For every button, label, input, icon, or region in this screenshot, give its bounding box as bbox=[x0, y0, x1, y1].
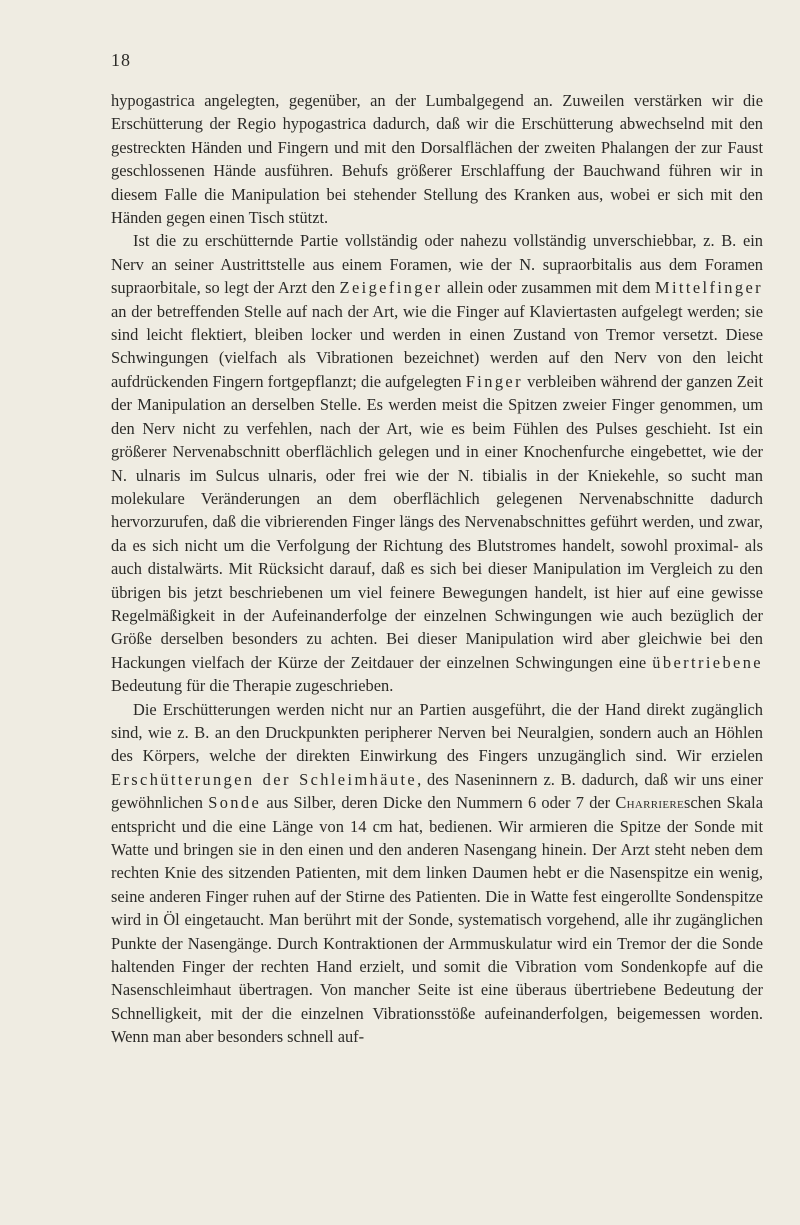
text-run: aus Silber, deren Dicke den Nummern 6 oder 7 der bbox=[261, 793, 616, 813]
paragraph bbox=[111, 229, 763, 697]
emphasized-text: Sonde bbox=[208, 793, 262, 813]
text-run: verbleiben während der ganzen Zeit der Manipulation an derselben Stelle. Es werden meist die Spitzen zweier Finger genommen, um den Nerv nicht zu verfehlen, nach der Art, wie es beim Fühlen des Pulses geschieht. Ist ein größerer Nervenabschnitt oberflächlich gelegen und in einer Knochenfurche eingebettet, wie der N. ulnaris im Sulcus ulnaris, oder frei wie der N. tibialis in der Kniekehle, so sucht man molekulare Veränderungen an dem oberflächlich gelegenen Nervenabschnitte dadurch hervorzurufen, daß die vibrierenden Finger längs des Nervenabschnittes geführt werden, und zwar, da es sich nicht um die Verfolgung der Richtung des Blutstromes handelt, sowohl proximal- als auch distalwärts. Mit Rücksicht darauf, daß es sich bei dieser Manipulation im Vergleich zu den übrigen bis jetzt beschriebenen um viel feinere Bewegungen handelt, ist hier auf eine gewisse Regelmäßigkeit in der Aufeinanderfolge der einzelnen Schwingungen wie auch bezüglich der Größe derselben besonders zu achten. Bei dieser Manipulation wird aber gleichwie bei den Hackungen vielfach der Kürze der Zeitdauer der einzelnen Schwingungen eine bbox=[111, 371, 763, 672]
text-run: hypogastrica angelegten, gegenüber, an der Lumbalgegend an. Zuweilen verstärken wir die Erschütterung der Regio hypogastrica dadurch, daß wir die Erschütterung abwechselnd mit den gestreckten Händen und Fingern und mit den Dorsalflächen der zweiten Phalangen der zur Faust geschlossenen Hände ausführen. Behufs größerer Erschlaffung der Bauchwand führen wir in diesem Falle die Manipulation bei stehender Stellung des Kranken aus, wobei er sich mit den Händen gegen einen Tisch stützt. bbox=[111, 91, 763, 228]
body-text bbox=[111, 89, 763, 1049]
emphasized-text: Mittelfinger bbox=[655, 278, 763, 298]
text-run: Bedeutung für die Therapie zugeschrieben. bbox=[111, 676, 394, 696]
emphasized-text: Erschütterungen der Schleimhäute bbox=[111, 769, 418, 789]
text-run: , des Naseninnern z. B. dadurch, daß wir uns einer gewöhnlichen bbox=[111, 769, 763, 813]
small-caps-name: Charriere bbox=[615, 793, 685, 813]
text-run: Ist die zu erschütternde Partie vollständig oder nahezu vollständig unverschiebbar, z. B. ein Nerv an seiner Austrittstelle aus einem Foramen, wie der N. supraorbitalis aus dem Foramen supraorbitale, so legt der Arzt den bbox=[111, 231, 763, 298]
text-run: an der betreffenden Stelle auf nach der Art, wie die Finger auf Klaviertasten aufgelegt werden; sie sind leicht flektiert, bleiben locker und werden in einen Zustand von Tremor versetzt. Diese Schwingungen (vielfach als Vibrationen bezeichnet) werden auf den Nerv von den leicht aufdrückenden Fingern fortgepflanzt; die aufgelegten bbox=[111, 301, 763, 391]
paragraph bbox=[111, 698, 763, 1049]
text-run: allein oder zusammen mit dem bbox=[442, 278, 655, 298]
text-run: Die Erschütterungen werden nicht nur an Partien ausgeführt, die der Hand direkt zugänglich sind, wie z. B. an den Druckpunkten peripherer Nerven bei Neuralgien, sondern auch an Höhlen des Körpers, welche der direkten Einwirkung des Fingers unzugänglich sind. Wir erzielen bbox=[111, 699, 763, 766]
text-run: schen Skala entspricht und die eine Länge von 14 cm hat, bedienen. Wir armieren die Spitze der Sonde mit Watte und bringen sie in den einen und den anderen Nasengang hinein. Der Arzt steht neben dem rechten Knie des sitzenden Patienten, mit dem linken Daumen hebt er die Nasenspitze ein wenig, seine anderen Finger ruhen auf der Stirne des Patienten. Die in Watte fest eingerollte Sondenspitze wird in Öl eingetaucht. Man berührt mit der Sonde, systematisch vorgehend, alle ihr zugänglichen Punkte der Nasengänge. Durch Kontraktionen der Armmuskulatur wird ein Tremor der die Sonde haltenden Finger der rechten Hand erzielt, und somit die Vibration vom Sondenkopfe auf die Nasenschleimhaut übertragen. Von mancher Seite ist eine überaus übertriebene Bedeutung der Schnelligkeit, mit der die einzelnen Vibrationsstöße aufeinanderfolgen, beigemessen worden. Wenn man aber besonders schnell auf- bbox=[111, 793, 763, 1047]
emphasized-text: Finger bbox=[465, 371, 523, 391]
emphasized-text: Zeigefinger bbox=[339, 278, 443, 298]
paragraph bbox=[111, 89, 763, 229]
emphasized-text: übertriebene bbox=[652, 652, 763, 672]
page-number: 18 bbox=[111, 50, 131, 70]
